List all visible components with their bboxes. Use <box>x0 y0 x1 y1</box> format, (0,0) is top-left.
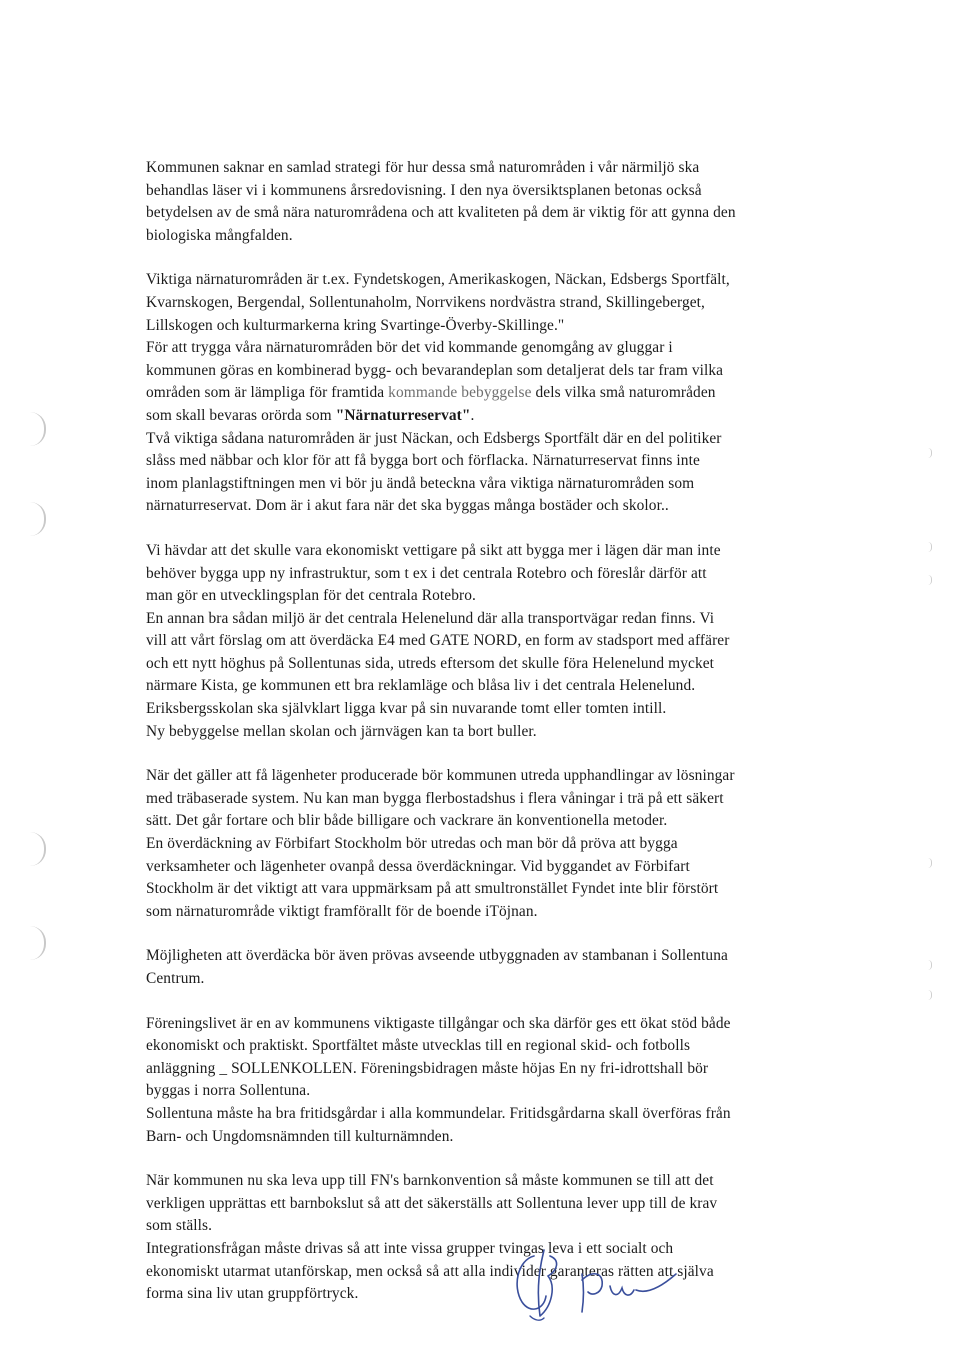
text-line: närmare Kista, ge kommunen ett bra reklamläge och blåsa liv i det centrala Helenelund. <box>146 677 696 695</box>
text-line: Centrum. <box>146 970 205 987</box>
paragraph-associations <box>146 1013 876 1149</box>
emphasized-term: "Närnaturreservat" <box>335 406 471 424</box>
text-line: Sollentuna måste ha bra fritidsgårdar i alla kommundelar. Fritidsgårdarna skall överföras från <box>146 1104 731 1122</box>
paragraph-stambanan <box>146 945 876 990</box>
handwritten-signature <box>500 1236 700 1326</box>
text-line: Möjligheten att överdäcka bör även prövas avseende utbyggnaden av stambanan i Sollentuna <box>146 947 728 965</box>
text-line: kommunen göras en kombinerad bygg- och bevarandeplan som detaljerat dels tar fram vilka <box>146 361 724 379</box>
text-line: betydelsen av de små nära naturområdena och att kvaliteten på dem är viktig för att gynna den <box>146 204 736 222</box>
text-line: Föreningslivet är en av kommunens viktigaste tillgångar och ska därför ges ett ökat stöd både <box>146 1014 731 1032</box>
document-body <box>146 157 876 1306</box>
text-line: ekonomiskt och praktiskt. Sportfältet måste utvecklas till en regional skid- och fotbolls <box>146 1037 691 1055</box>
text-line: verksamheter och lägenheter ovanpå dessa överdäckningar. Vid byggandet av Förbifart <box>146 857 690 875</box>
text-line: Barn- och Ungdomsnämnden till kulturnämnden. <box>146 1127 454 1145</box>
text-line: byggas i norra Sollentuna. <box>146 1082 311 1100</box>
text-line: man gör en utvecklingsplan för det centrala Rotebro. <box>146 587 477 605</box>
binder-hole-mark <box>30 502 46 536</box>
binder-hole-mark <box>30 926 46 960</box>
text-line: ekonomiskt utarmat utanförskap, men också så att alla individer garanteras rätten att själva <box>146 1262 714 1280</box>
text-line: biologiska mångfalden. <box>146 226 293 244</box>
text-line: Viktiga närnaturområden är t.ex. Fyndetskogen, Amerikaskogen, Näckan, Edsbergs Sportfält, <box>146 271 730 289</box>
text-line: med träbaserade system. Nu kan man bygga flerbostadshus i flera våningar i trä på ett säkert <box>146 789 724 807</box>
text-line: Två viktiga sådana naturområden är just Näckan, och Edsbergs Sportfält där en del politiker <box>146 429 722 447</box>
binder-hole-mark <box>30 412 46 446</box>
text-line: Integrationsfrågan måste drivas så att inte vissa grupper tvingas leva i ett socialt och <box>146 1239 674 1257</box>
text-line: En annan bra sådan miljö är det centrala Helenelund där alla transportvägar redan finns. Vi <box>146 609 715 627</box>
text-line: Kvarnskogen, Bergendal, Sollentunaholm, Norrvikens nordvästra strand, Skillingeberget, <box>146 293 705 311</box>
text-line: anläggning _ SOLLENKOLLEN. Föreningsbidragen måste höjas En ny fri-idrottshall bör <box>146 1059 709 1077</box>
paragraph-strategy <box>146 157 876 247</box>
text-line: När kommunen nu ska leva upp till FN's barnkonvention så måste kommunen se till att det <box>146 1172 714 1190</box>
edge-speck <box>928 960 932 970</box>
text-line: som ställs. <box>146 1217 213 1235</box>
text-line: Vi hävdar att det skulle vara ekonomiskt vettigare på sikt att bygga mer i lägen där man inte <box>146 541 721 559</box>
text-line: Eriksbergsskolan ska självklart ligga kvar på sin nuvarande tomt eller tomten intill. <box>146 700 667 718</box>
faded-text: kommande bebyggelse <box>388 384 532 402</box>
binder-hole-mark <box>30 832 46 866</box>
text-line: forma sina liv utan gruppförtryck. <box>146 1285 359 1303</box>
paragraph-rotebro-helenelund <box>146 540 876 743</box>
text-line: Kommunen saknar en samlad strategi för hur dessa små naturområden i vår närmiljö ska <box>146 159 700 176</box>
text-line: behandlas läser vi i kommunens årsredovisning. I den nya översiktsplanen betonas också <box>146 181 702 199</box>
edge-speck <box>928 448 932 458</box>
text-line: och ett nytt höghus på Sollentunas sida, utreds eftersom det skulle föra Helenelund mycket <box>146 654 715 672</box>
text-line: behöver bygga upp ny infrastruktur, som t ex i det centrala Rotebro och föreslår därför att <box>146 564 707 582</box>
edge-speck <box>928 542 932 552</box>
paragraph-nature-areas <box>146 269 876 518</box>
text-line: För att trygga våra närnaturområden bör det vid kommande genomgång av gluggar i <box>146 339 673 357</box>
text-line: En överdäckning av Förbifart Stockholm bör utredas och man bör då pröva att bygga <box>146 835 678 853</box>
text-line: När det gäller att få lägenheter producerade bör kommunen utreda upphandlingar av lösningar <box>146 767 735 785</box>
text-line: som närnaturområde viktigt framförallt för de boende iTöjnan. <box>146 902 538 920</box>
text-line: Ny bebyggelse mellan skolan och järnvägen kan ta bort buller. <box>146 722 537 740</box>
text-line: slåss med näbbar och klor för att få bygga bort och förflacka. Närnaturreservat finns inte <box>146 452 700 470</box>
text-line: sätt. Det går fortare och blir både billigare och vackrare än konventionella metoder. <box>146 812 668 830</box>
text-line: inom planlagstiftningen men vi bör ju ändå beteckna våra viktiga närnaturområden som <box>146 474 695 492</box>
text-line: närnaturreservat. Dom är i akut fara när det ska byggas många bostäder och skolor.. <box>146 497 669 515</box>
text-line: Lillskogen och kulturmarkerna kring Svartinge-Överby-Skillinge." <box>146 316 565 334</box>
text-line: vill att vårt förslag om att överdäcka E4 med GATE NORD, en form av stadsport med affärer <box>146 632 730 650</box>
text-line: som skall bevaras orörda som "Närnaturreservat". <box>146 406 475 424</box>
text-line: verkligen upprättas ett barnbokslut så att det säkerställs att Sollentuna lever upp till de krav <box>146 1194 718 1212</box>
text-line: Stockholm är det viktigt att vara uppmärksam på att smultronstället Fyndet inte blir förstört <box>146 880 719 898</box>
paragraph-housing <box>146 765 876 923</box>
text-line: områden som är lämpliga för framtida kommande bebyggelse dels vilka små naturområden <box>146 384 716 402</box>
edge-speck <box>928 858 932 868</box>
edge-speck <box>928 575 932 585</box>
edge-speck <box>928 990 932 1000</box>
